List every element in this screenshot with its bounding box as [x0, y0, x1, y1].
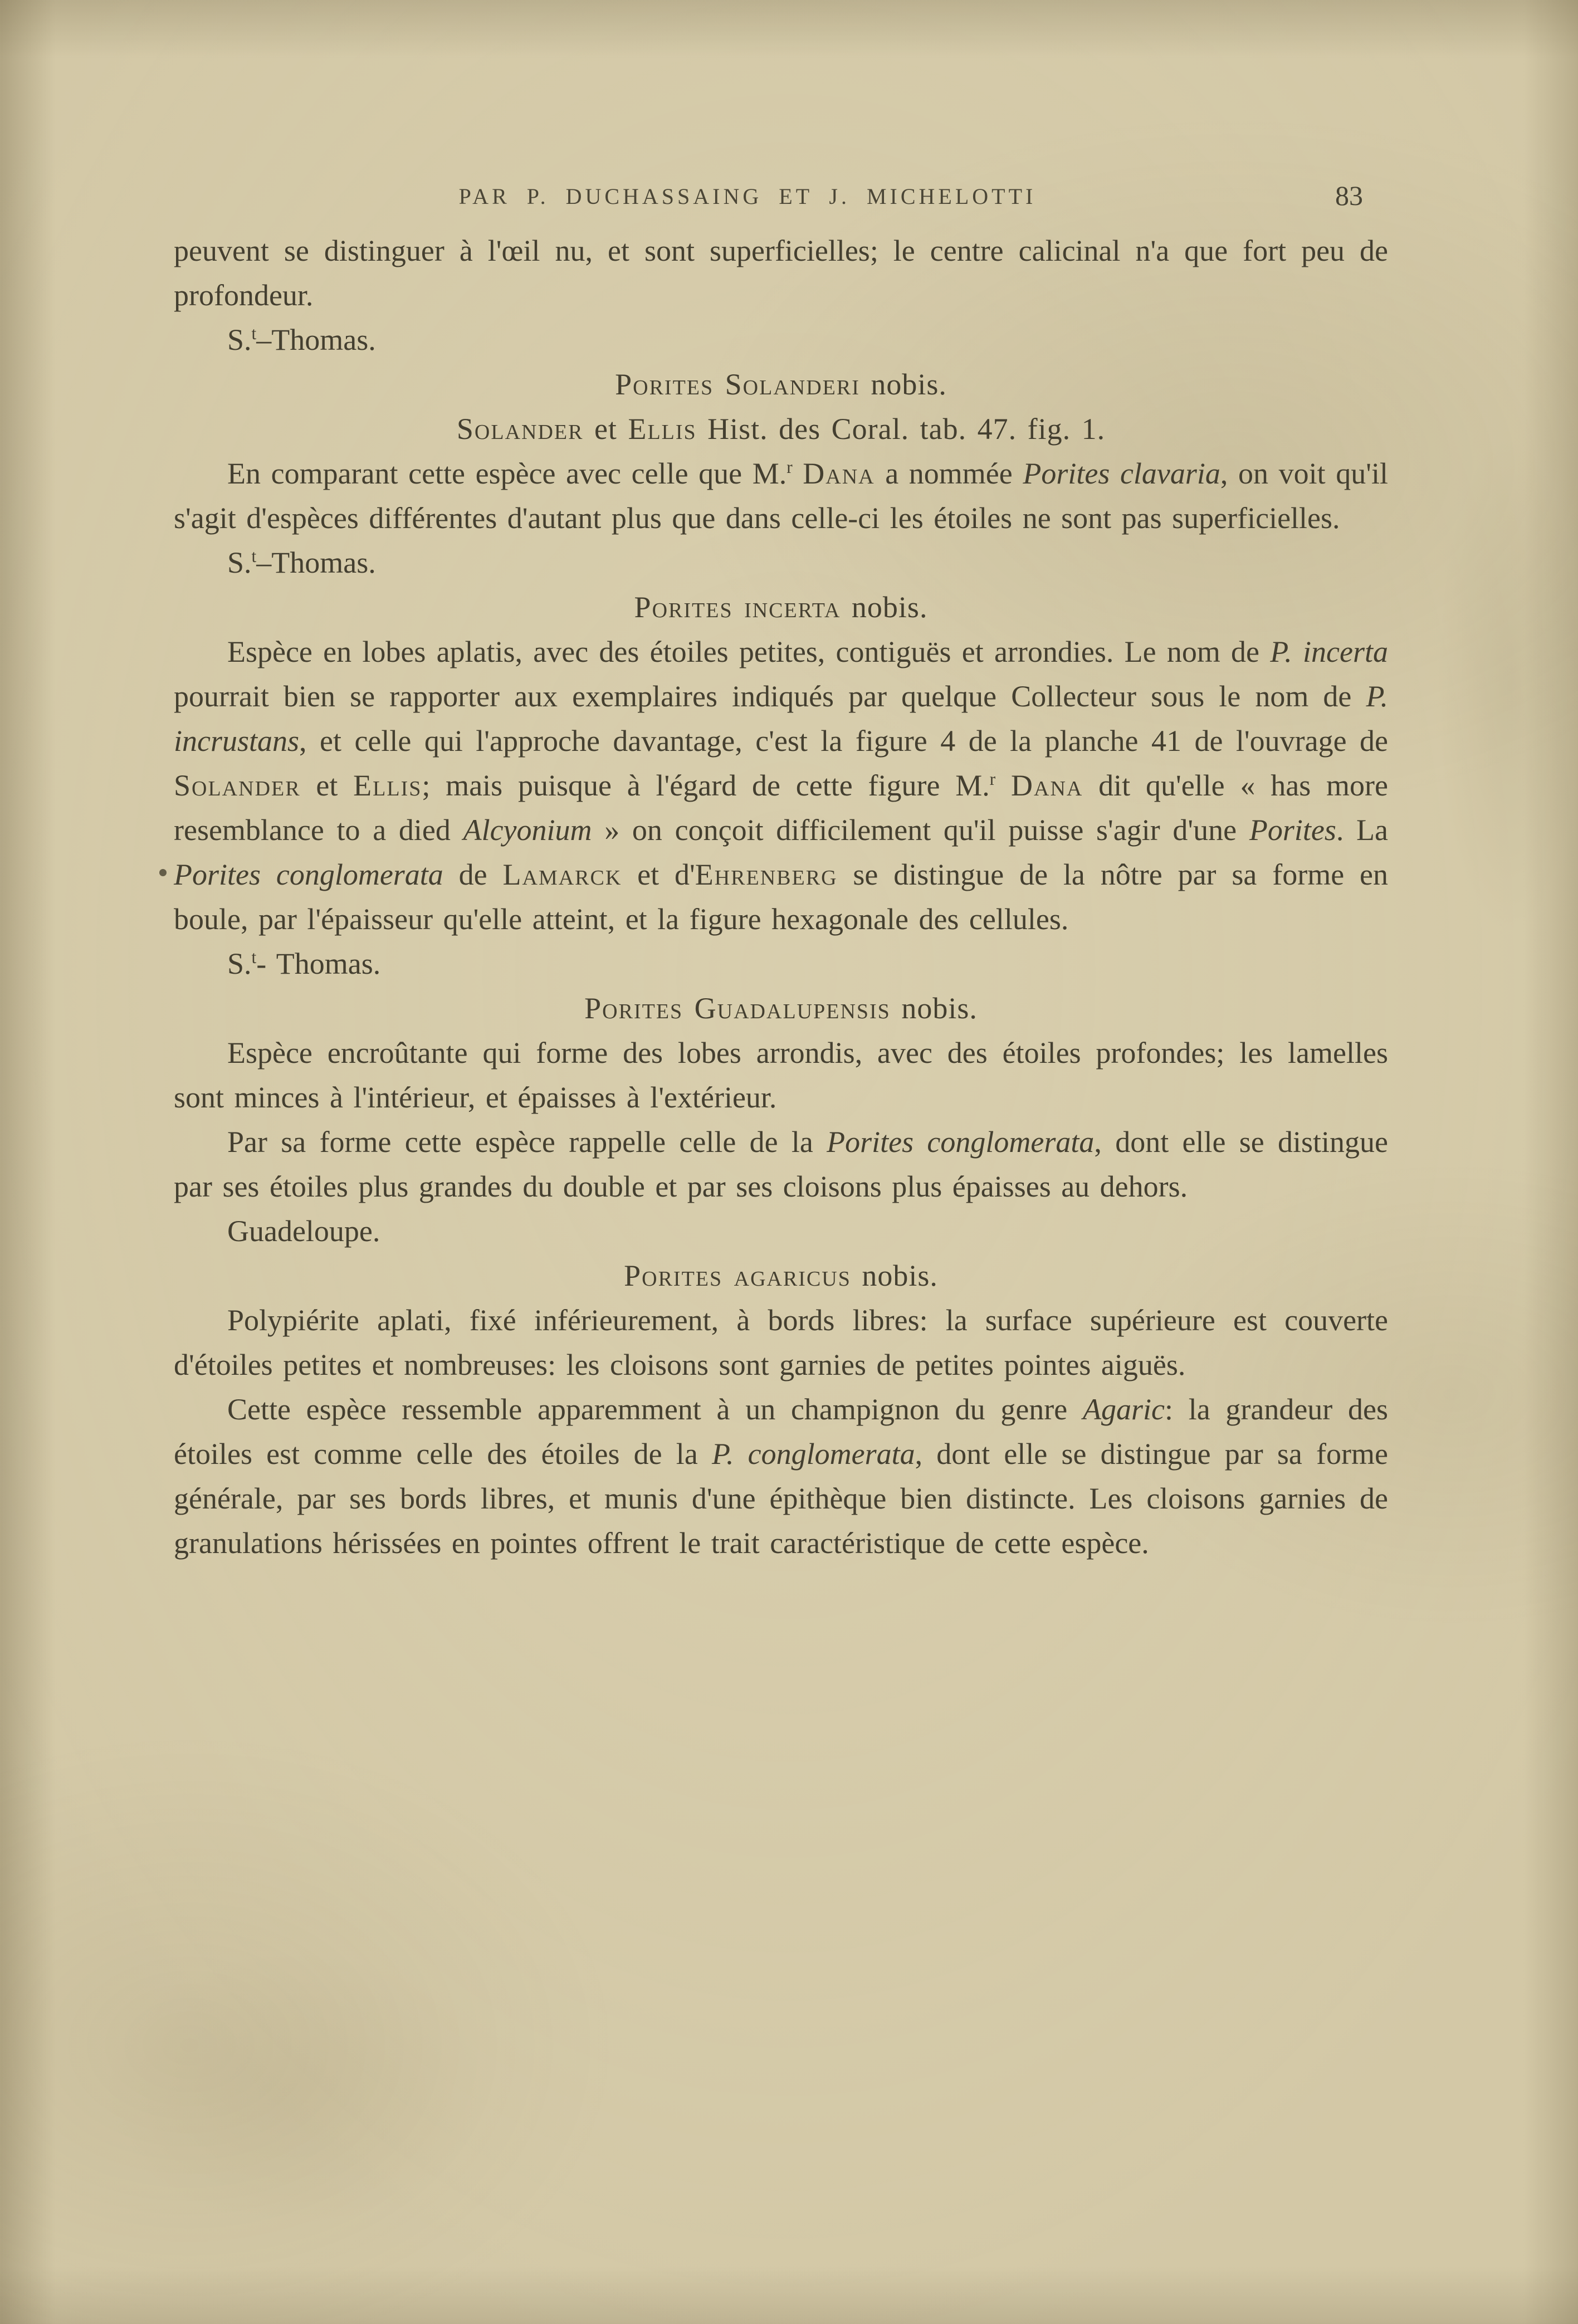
page-header — [174, 173, 1388, 209]
locality-line: S.$^t$- Thomas. — [227, 947, 381, 980]
species-heading: Porites Guadalupensis nobis. — [584, 992, 978, 1025]
species-heading: Porites Solanderi nobis. — [615, 368, 947, 401]
page-number: 83 — [1335, 180, 1363, 211]
paragraph: Par sa forme cette espèce rappelle celle de la Porites conglomerata, dont elle se distingue par ses étoiles plus grandes du double et par ses cloisons plus épaisses au dehors. — [174, 1125, 1389, 1203]
paper-stain — [1437, 434, 1578, 936]
paragraph: Espèce en lobes aplatis, avec des étoiles petites, contiguës et arrondies. Le nom de P. incerta pourrait bien se rapporter aux exemplaires indiqués par quelque Collecteur sous le nom de P. incrustans, et celle qui l'approche davantage, c'est la figure 4 de la planche 41 de l'ouvrage de Solander et Ellis; mais puisque à l'égard de cette figure M.$^r$ Dana dit qu'elle « has more resemblance to a died Alcyonium » on conçoit difficilement qu'il puisse s'agir d'une Porites. La Porites conglomerata de Lamarck et d'Ehrenberg se distingue de la nôtre par sa forme en boule, par l'épaisseur qu'elle atteint, et la figure hexagonale des cellules. — [174, 635, 1389, 936]
species-heading: Porites agaricus nobis. — [624, 1259, 938, 1292]
reference-line: Solander et Ellis Hist. des Coral. tab. 47. fig. 1. — [456, 412, 1106, 446]
paragraph-continuation: peuvent se distinguer à l'œil nu, et sont superficielles; le centre calicinal n'a que fort peu de profondeur. — [174, 234, 1388, 312]
ink-speck — [159, 869, 167, 876]
paragraph: Cette espèce ressemble apparemment à un champignon du genre Agaric: la grandeur des étoiles est comme celle des étoiles de la P. conglomerata, dont elle se distingue par sa forme générale, par ses bords libres, et munis d'une épithèque bien distincte. Les cloisons garnies de granulations hérissées en pointes offrent le trait caractéristique de cette espèce. — [174, 1393, 1388, 1560]
running-title: PAR P. DUCHASSAING ET J. MICHELOTTI — [458, 184, 1037, 209]
text-block — [174, 228, 1388, 1565]
paragraph: Espèce encroûtante qui forme des lobes arrondis, avec des étoiles profondes; les lamelles sont minces à l'intérieur, et épaisses à l'extérieur. — [174, 1036, 1388, 1114]
species-heading: Porites incerta nobis. — [634, 590, 928, 624]
scanned-page — [174, 173, 1388, 1565]
locality-line: Guadeloupe. — [227, 1214, 380, 1248]
paper-stain — [100, 1950, 490, 2228]
locality-line: S.$^t$–Thomas. — [227, 546, 376, 579]
paragraph: Polypiérite aplati, fixé inférieurement, à bords libres: la surface supérieure est couverte d'étoiles petites et nombreuses: les cloisons sont garnies de petites pointes aiguës. — [174, 1303, 1388, 1381]
paragraph: En comparant cette espèce avec celle que M.$^r$ Dana a nommée Porites clavaria, on voit qu'il s'agit d'espèces différentes d'autant plus que dans celle-ci les étoiles ne sont pas superficielles. — [174, 457, 1388, 535]
locality-line: S.$^t$–Thomas. — [227, 323, 376, 357]
